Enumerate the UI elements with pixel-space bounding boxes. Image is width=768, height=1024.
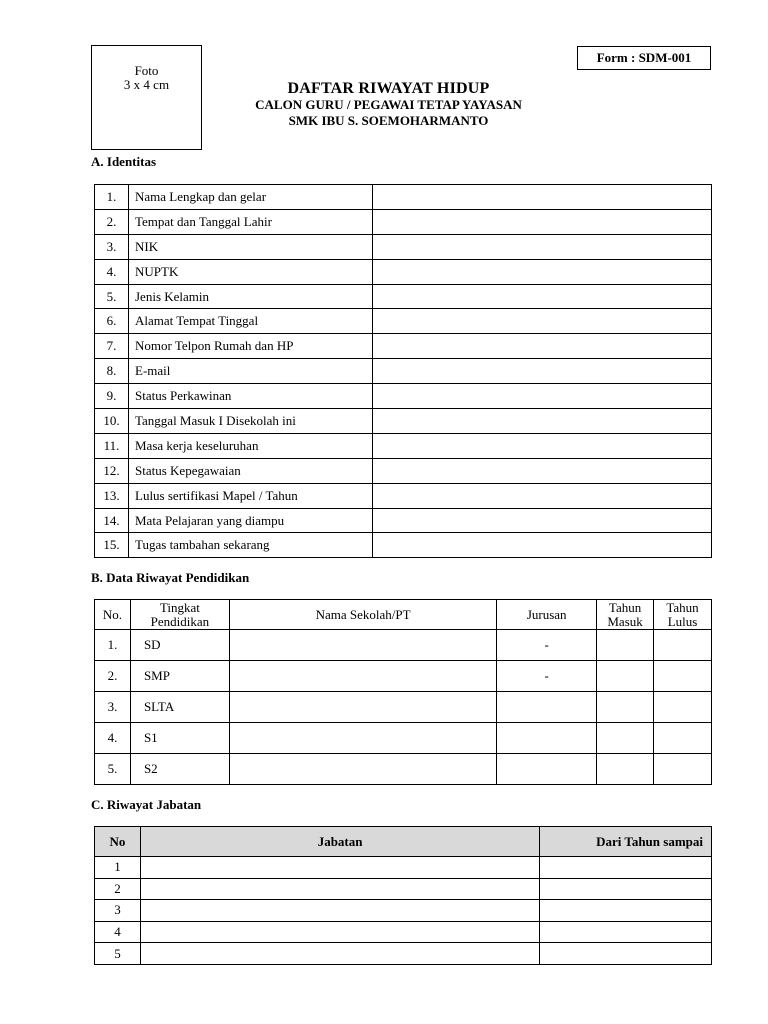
section-b-title: B. Data Riwayat Pendidikan — [91, 570, 250, 585]
education-table — [94, 599, 712, 785]
row-label: E-mail — [129, 359, 373, 384]
period-field[interactable] — [540, 921, 712, 943]
row-value-field[interactable] — [373, 508, 712, 533]
position-field[interactable] — [140, 878, 539, 900]
row-label: Status Kepegawaian — [129, 458, 373, 483]
table-row — [95, 359, 712, 384]
table-row — [95, 508, 712, 533]
school-name-field[interactable] — [229, 754, 496, 785]
row-number: 2 — [95, 878, 141, 900]
row-number: 15. — [95, 533, 129, 558]
year-in-field[interactable] — [597, 723, 654, 754]
row-label: Tugas tambahan sekarang — [129, 533, 373, 558]
table-row — [95, 409, 712, 434]
education-level: SLTA — [130, 692, 229, 723]
col-header-year-out-line1: Tahun — [666, 599, 699, 615]
school-name-field[interactable] — [229, 661, 496, 692]
table-row — [95, 334, 712, 359]
col-header-level — [130, 600, 229, 630]
year-out-field[interactable] — [654, 754, 712, 785]
year-out-field[interactable] — [654, 630, 712, 661]
row-number: 9. — [95, 384, 129, 409]
row-number: 12. — [95, 458, 129, 483]
col-header-no: No — [95, 827, 141, 857]
col-header-level-line1: Tingkat — [159, 599, 200, 615]
year-in-field[interactable] — [597, 661, 654, 692]
row-value-field[interactable] — [373, 185, 712, 210]
period-field[interactable] — [540, 878, 712, 900]
table-row — [95, 878, 712, 900]
row-value-field[interactable] — [373, 533, 712, 558]
row-label: Jenis Kelamin — [129, 284, 373, 309]
row-value-field[interactable] — [373, 458, 712, 483]
row-label: Lulus sertifikasi Mapel / Tahun — [129, 483, 373, 508]
row-value-field[interactable] — [373, 384, 712, 409]
col-header-year-in-line2: Masuk — [607, 613, 643, 629]
position-history-table — [94, 826, 712, 965]
position-field[interactable] — [140, 921, 539, 943]
major-field[interactable]: - — [497, 661, 597, 692]
row-value-field[interactable] — [373, 284, 712, 309]
col-header-level-line2: Pendidikan — [150, 613, 210, 629]
row-value-field[interactable] — [373, 234, 712, 259]
table-row — [95, 661, 712, 692]
table-row — [95, 185, 712, 210]
col-header-year-in — [597, 600, 654, 630]
row-label: Alamat Tempat Tinggal — [129, 309, 373, 334]
identity-table — [94, 184, 712, 558]
col-header-year-out-line2: Lulus — [667, 613, 698, 629]
education-level: S1 — [130, 723, 229, 754]
row-number: 3. — [95, 692, 131, 723]
school-name: SMK IBU S. SOEMOHARMANTO — [288, 113, 489, 128]
document-subtitle: CALON GURU / PEGAWAI TETAP YAYASAN — [255, 97, 522, 112]
table-row — [95, 921, 712, 943]
table-row — [95, 259, 712, 284]
section-c-title: C. Riwayat Jabatan — [91, 797, 202, 812]
row-number: 14. — [95, 508, 129, 533]
photo-size-label: 3 x 4 cm — [123, 77, 170, 92]
row-number: 6. — [95, 309, 129, 334]
row-number: 3 — [95, 900, 141, 922]
table-row — [95, 692, 712, 723]
row-value-field[interactable] — [373, 483, 712, 508]
row-number: 7. — [95, 334, 129, 359]
row-label: Tanggal Masuk I Disekolah ini — [129, 409, 373, 434]
row-number: 5 — [95, 943, 141, 965]
table-row — [95, 433, 712, 458]
school-name-field[interactable] — [229, 692, 496, 723]
school-name-field[interactable] — [229, 630, 496, 661]
row-value-field[interactable] — [373, 309, 712, 334]
document-title: DAFTAR RIWAYAT HIDUP — [287, 80, 490, 97]
photo-placeholder — [91, 45, 202, 150]
row-number: 1 — [95, 857, 141, 879]
year-out-field[interactable] — [654, 661, 712, 692]
row-number: 5. — [95, 754, 131, 785]
row-number: 4 — [95, 921, 141, 943]
row-label: Nomor Telpon Rumah dan HP — [129, 334, 373, 359]
row-number: 4. — [95, 723, 131, 754]
major-field[interactable] — [497, 754, 597, 785]
row-value-field[interactable] — [373, 259, 712, 284]
row-value-field[interactable] — [373, 409, 712, 434]
year-out-field[interactable] — [654, 692, 712, 723]
col-header-year-out — [654, 600, 712, 630]
table-row — [95, 533, 712, 558]
table-row — [95, 209, 712, 234]
row-number: 4. — [95, 259, 129, 284]
table-row — [95, 723, 712, 754]
major-field[interactable] — [497, 692, 597, 723]
period-field[interactable] — [540, 900, 712, 922]
row-number: 3. — [95, 234, 129, 259]
row-number: 8. — [95, 359, 129, 384]
major-field[interactable]: - — [497, 630, 597, 661]
row-value-field[interactable] — [373, 359, 712, 384]
col-header-year-in-line1: Tahun — [608, 599, 642, 615]
row-label: Status Perkawinan — [129, 384, 373, 409]
table-row — [95, 943, 712, 965]
table-row — [95, 384, 712, 409]
table-row — [95, 483, 712, 508]
year-in-field[interactable] — [597, 692, 654, 723]
row-label: Tempat dan Tanggal Lahir — [129, 209, 373, 234]
education-level: S2 — [130, 754, 229, 785]
table-row — [95, 234, 712, 259]
position-field[interactable] — [140, 943, 539, 965]
row-value-field[interactable] — [373, 433, 712, 458]
photo-label: Foto — [134, 63, 159, 78]
table-row — [95, 630, 712, 661]
row-number: 1. — [95, 185, 129, 210]
row-number: 1. — [95, 630, 131, 661]
row-number: 2. — [95, 209, 129, 234]
row-number: 5. — [95, 284, 129, 309]
col-header-position: Jabatan — [140, 827, 539, 857]
period-field[interactable] — [540, 943, 712, 965]
school-name-field[interactable] — [229, 723, 496, 754]
row-label: NIK — [129, 234, 373, 259]
row-number: 2. — [95, 661, 131, 692]
form-code: Form : SDM-001 — [577, 46, 711, 70]
table-row — [95, 900, 712, 922]
row-label: NUPTK — [129, 259, 373, 284]
row-label: Mata Pelajaran yang diampu — [129, 508, 373, 533]
row-number: 11. — [95, 433, 129, 458]
position-field[interactable] — [140, 900, 539, 922]
table-row — [95, 309, 712, 334]
col-header-period: Dari Tahun sampai — [540, 827, 712, 857]
position-field[interactable] — [140, 857, 539, 879]
year-in-field[interactable] — [597, 754, 654, 785]
row-label: Nama Lengkap dan gelar — [129, 185, 373, 210]
table-row — [95, 754, 712, 785]
year-out-field[interactable] — [654, 723, 712, 754]
row-value-field[interactable] — [373, 209, 712, 234]
table-row — [95, 284, 712, 309]
section-a-title: A. Identitas — [91, 154, 157, 169]
row-number: 13. — [95, 483, 129, 508]
education-level: SMP — [130, 661, 229, 692]
col-header-no: No. — [95, 600, 131, 630]
col-header-school: Nama Sekolah/PT — [229, 600, 496, 630]
row-number: 10. — [95, 409, 129, 434]
col-header-major: Jurusan — [497, 600, 597, 630]
period-field[interactable] — [540, 857, 712, 879]
table-row — [95, 857, 712, 879]
table-row — [95, 458, 712, 483]
row-value-field[interactable] — [373, 334, 712, 359]
year-in-field[interactable] — [597, 630, 654, 661]
education-level: SD — [130, 630, 229, 661]
major-field[interactable] — [497, 723, 597, 754]
row-label: Masa kerja keseluruhan — [129, 433, 373, 458]
